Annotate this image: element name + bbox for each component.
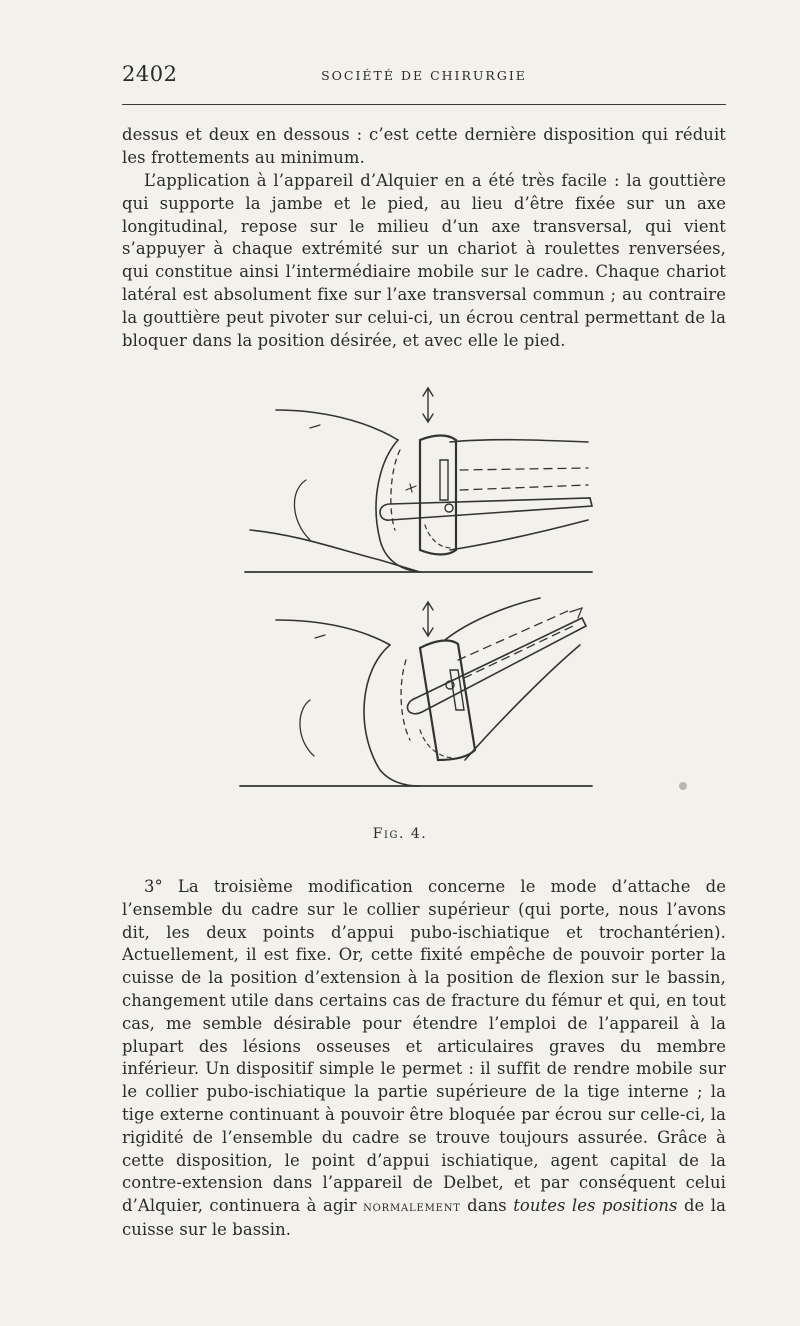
word-dans: dans bbox=[460, 1196, 514, 1216]
caption-suffix: . 4. bbox=[398, 826, 428, 842]
page-number: 2402 bbox=[122, 62, 178, 86]
paragraph-third-modification bbox=[122, 876, 726, 1242]
paragraph-alquier-application: L’application à l’appareil d’Alquier en a été très facile : la gouttière qui supporte la jambe et le pied, au lieu d’être fixée sur un axe longitudinal, repose sur le milieu d’un axe transversal, qui vient s’appuyer à chaque extrémité sur un chariot à roulettes renversées, qui constitue ainsi l’intermédiaire mobile sur le cadre. Chaque chariot latéral est absolument fixe sur l’axe transversal commun ; au contraire la gouttière peut pivoter sur celui-ci, un écrou central permettant de la bloquer dans la position désirée, et avec elle le pied. bbox=[122, 171, 726, 350]
figure-caption bbox=[0, 826, 800, 842]
paragraph-end: de la cuisse sur le bassin. bbox=[122, 1196, 726, 1239]
header-rule bbox=[122, 104, 726, 105]
flexed-position-drawing bbox=[240, 598, 592, 786]
extended-position-drawing bbox=[245, 388, 592, 572]
paper-speck bbox=[679, 782, 687, 790]
page-header bbox=[122, 62, 726, 92]
leg-splint-drawing bbox=[230, 380, 610, 810]
running-head: SOCIÉTÉ DE CHIRURGIE bbox=[321, 68, 527, 83]
caption-prefix: Fig bbox=[372, 826, 399, 842]
figure-4-illustration bbox=[230, 380, 610, 810]
italic-toutes-les-positions: toutes les positions bbox=[513, 1196, 678, 1216]
paragraph-continued: dessus et deux en dessous : c’est cette dernière disposition qui réduit les frottements au minimum. bbox=[122, 125, 726, 167]
paragraph-body: 3° La troisième modification concerne le mode d’attache de l’ensemble du cadre sur le collier supérieur (qui porte, nous l’avons dit, les deux points d’appui pubo-ischiatique et trochantérien). Actuellement, il est fixe. Or, cette fixité empêche de pouvoir porter la cuisse de la position d’extension à la position de flexion sur le bassin, changement utile dans certains cas de fracture du fémur et qui, en tout cas, me semble désirable pour étendre l’emploi de l’appareil à la plupart des lésions osseuses et articulaires graves du membre inférieur. Un dispositif simple le permet : il suffit de rendre mobile sur le collier pubo-ischiatique la partie supérieure de la tige interne ; la tige externe continuant à pouvoir être bloquée par écrou sur celle-ci, la rigidité de l’ensemble du cadre se trouve toujours assurée. Grâce à cette disposition, le point d’appui ischiatique, agent capital de la contre-extension dans l’appareil de Delbet, et par conséquent celui d’Alquier, continuera à agir bbox=[122, 877, 726, 1216]
smallcaps-normalement: normalement bbox=[363, 1199, 461, 1216]
